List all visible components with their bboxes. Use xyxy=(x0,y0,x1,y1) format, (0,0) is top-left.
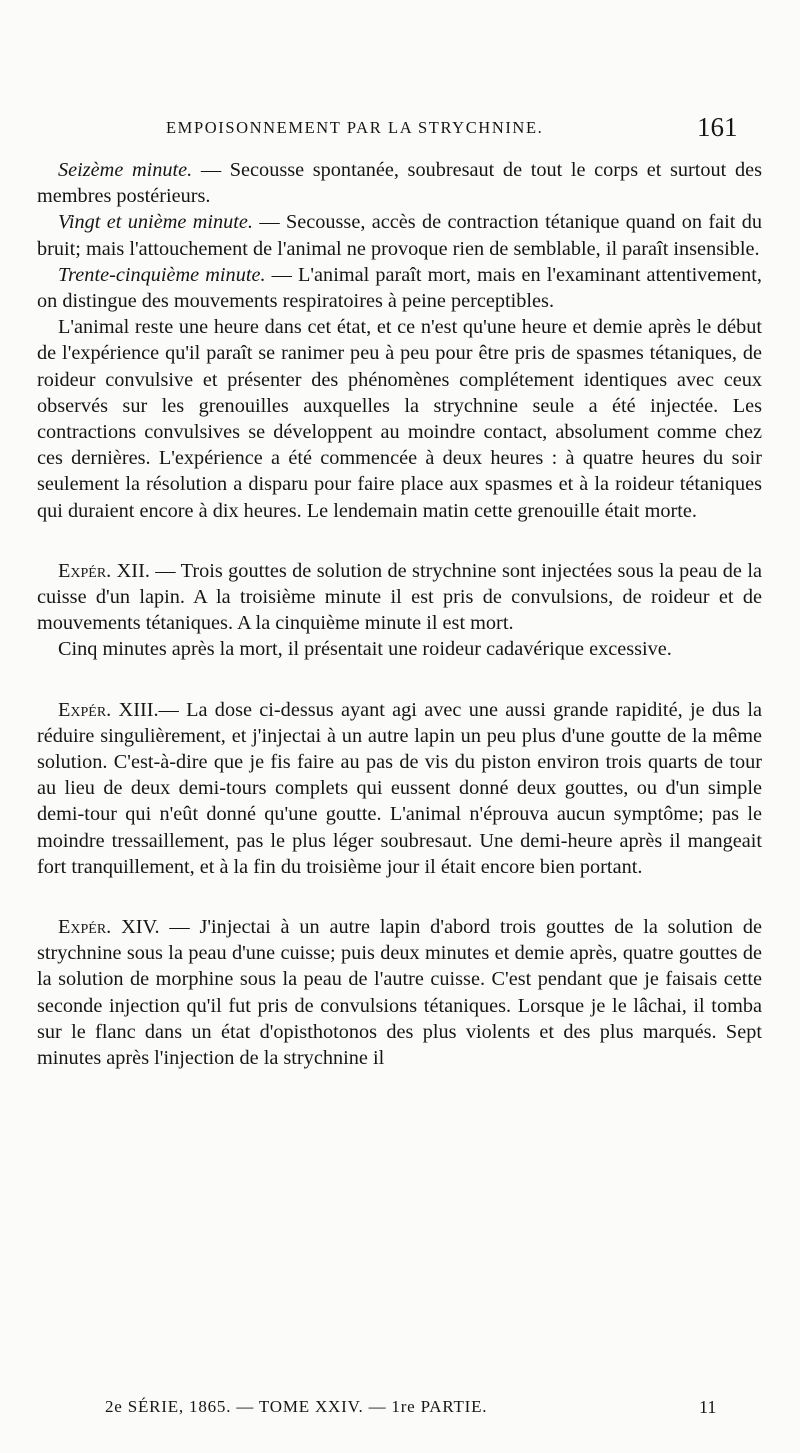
paragraph-vingt-et-unieme-minute xyxy=(37,209,762,261)
paragraph-animal-reste xyxy=(37,314,762,524)
paragraph-text: — La dose ci-dessus ayant agi avec une aussi grande rapidité, je dus la réduire singulièrement, et j'injectai à un autre lapin un peu plus d'une goutte de la même solution. C'est-à-dire que je fis faire au pas de vis du piston environ trois quarts de tour au lieu de deux demi-tours complets qui eussent donné deux gouttes, ou d'un simple demi-tour qui n'eût donné qu'une goutte. L'animal n'éprouva aucun symptôme; pas le moindre tressaillement, pas le plus léger soubresaut. Une demi-heure après il mangeait fort tranquillement, et à la fin du troisième jour il était encore bien portant. xyxy=(37,698,762,878)
run-in-heading: Vingt et unième minute. xyxy=(58,211,253,234)
paragraph-cinq-minutes xyxy=(37,636,762,662)
paragraph-text: Cinq minutes après la mort, il présentait une roideur cadavérique excessive. xyxy=(58,638,672,661)
paragraph-trente-cinquieme-minute xyxy=(37,262,762,314)
paragraph-text: — Secousse spontanée, soubresaut de tout le corps et surtout des membres postérieurs. xyxy=(37,159,762,208)
paragraph-text: — Trois gouttes de solution de strychnine sont injectées sous la peau de la cuisse d'un lapin. A la troisième minute il est pris de convulsions, de roideur et de mouvements tétaniques. A la cinquième minute il est mort. xyxy=(37,559,762,635)
experiment-label: Expér. XIV. xyxy=(58,916,160,939)
page-header xyxy=(0,112,800,148)
sheet-number: 11 xyxy=(699,1397,717,1417)
paragraph-experience-xiii xyxy=(37,697,762,880)
running-title: EMPOISONNEMENT PAR LA STRYCHNINE. xyxy=(166,118,544,137)
run-in-heading: Seizème minute. xyxy=(58,159,193,181)
signature-line: 2e SÉRIE, 1865. — TOME XXIV. — 1re PARTIE. xyxy=(105,1397,488,1416)
page-number: 161 xyxy=(697,112,738,142)
paragraph-text: — J'injectai à un autre lapin d'abord trois gouttes de la solution de strychnine sous la peau d'une cuisse; puis deux minutes et demie après, quatre gouttes de la solution de morphine sous la peau de l'autre cuisse. C'est pendant que je faisais cette seconde injection qu'il fut pris de convulsions tétaniques. Lorsque je le lâchai, il tomba sur le flanc dans un état d'opisthotonos des plus violents et des plus marqués. Sept minutes après l'injection de la strychnine il xyxy=(37,916,762,1070)
body-text xyxy=(37,157,762,1071)
page-footer xyxy=(0,1397,800,1427)
section-gap xyxy=(37,524,762,558)
section-gap xyxy=(37,880,762,914)
section-gap xyxy=(37,663,762,697)
experiment-label: Expér. XIII. xyxy=(58,698,159,721)
experiment-label: Expér. XII. xyxy=(58,559,150,582)
run-in-heading: Trente-cinquième minute. xyxy=(58,263,266,286)
paragraph-text: — L'animal paraît mort, mais en l'examinant attentivement, on distingue des mouvements respiratoires à peine perceptibles. xyxy=(37,263,763,313)
paragraph-text: L'animal reste une heure dans cet état, et ce n'est qu'une heure et demie après le début de l'expérience qu'il paraît se ranimer peu à peu pour être pris de spasmes tétaniques, de roideur convulsive et présenter des phénomènes complétement identiques avec ceux observés sur les grenouilles auxquelles la strychnine seule a été injectée. Les contractions convulsives se développent au moindre contact, absolument comme chez ces dernières. L'expérience a été commencée à deux heures : à quatre heures du soir seulement la résolution a disparu pour faire place aux spasmes et à la roideur tétaniques qui duraient encore à dix heures. Le lendemain matin cette grenouille était morte. xyxy=(37,316,762,522)
paragraph-experience-xii xyxy=(37,558,762,637)
paragraph-text: — Secousse, accès de contraction tétanique quand on fait du bruit; mais l'attouchement de l'animal ne provoque rien de semblable, il paraît insensible. xyxy=(37,211,762,260)
paragraph-seizieme-minute xyxy=(37,157,762,209)
paragraph-experience-xiv xyxy=(37,914,762,1071)
